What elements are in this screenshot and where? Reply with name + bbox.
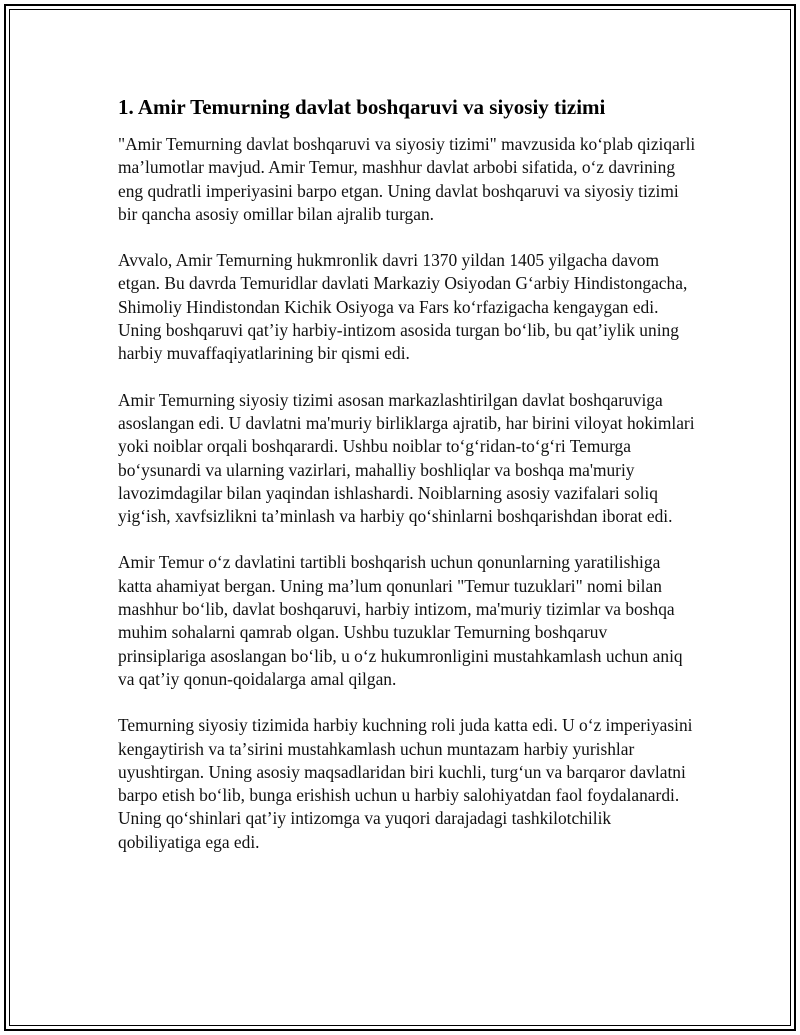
- paragraph-intro: "Amir Temurning davlat boshqaruvi va siyosiy tizimi" mavzusida koʻplab qiziqarli maʼlumotlar mavjud. Amir Temur, mashhur davlat arbobi sifatida, oʻz davrining eng qudratli imperiyasini barpo etgan. Uning davlat boshqaruvi va siyosiy tizimi bir qancha asosiy omillar bilan ajralib turgan.: [118, 134, 696, 224]
- paragraph-political-system: Amir Temurning siyosiy tizimi asosan markazlashtirilgan davlat boshqaruviga asoslangan edi. U davlatni ma'muriy birliklarga ajratib, har birini viloyat hokimlari yoki noiblar orqali boshqarardi. Ushbu noiblar toʻgʻridan-toʻgʻri Temurga boʻysunardi va ularning vazirlari, mahalliy boshliqlar va boshqa ma'muriy lavozimdagilar bilan yaqindan ishlashardi. Noiblarning asosiy vazifalari soliq yigʻish, xavfsizlikni taʼminlash va harbiy qoʻshinlarni boshqarishdan iborat edi.: [118, 389, 695, 527]
- document-body: [118, 94, 698, 877]
- paragraph-laws: Amir Temur oʻz davlatini tartibli boshqarish uchun qonunlarning yaratilishiga katta ahamiyat bergan. Uning maʼlum qonunlari "Temur tuzuklari" nomi bilan mashhur boʻlib, davlat boshqaruvi, harbiy intizom, ma'muriy tizimlar va boshqa muhim sohalarni qamrab olgan. Ushbu tuzuklar Temurning boshqaruv prinsiplariga asoslangan boʻlib, u oʻz hukumronligini mustahkamlash uchun aniq va qatʼiy qonun-qoidalarga amal qilgan.: [118, 552, 683, 689]
- paragraph-military: Temurning siyosiy tizimida harbiy kuchning roli juda katta edi. U oʻz imperiyasini kengaytirish va taʼsirini mustahkamlash uchun muntazam harbiy yurishlar uyushtirgan. Uning asosiy maqsadlaridan biri kuchli, turgʻun va barqaror davlatni barpo etish boʻlib, bunga erishish uchun u harbiy salohiyatdan faol foydalanardi. Uning qoʻshinlari qatʼiy intizomga va yuqori darajadagi tashkilotchilik qobiliyatiga ega edi.: [118, 715, 693, 852]
- paragraph-reign: Avvalo, Amir Temurning hukmronlik davri 1370 yildan 1405 yilgacha davom etgan. Bu davrda Temuridlar davlati Markaziy Osiyodan Gʻarbiy Hindistongacha, Shimoliy Hindistondan Kichik Osiyoga va Fars koʻrfazigacha kengaygan edi. Uning boshqaruvi qatʼiy harbiy-intizom asosida turgan boʻlib, bu qatʼiylik uning harbiy muvaffaqiyatlarining bir qismi edi.: [118, 250, 688, 364]
- section-title: 1. Amir Temurning davlat boshqaruvi va siyosiy tizimi: [118, 95, 606, 119]
